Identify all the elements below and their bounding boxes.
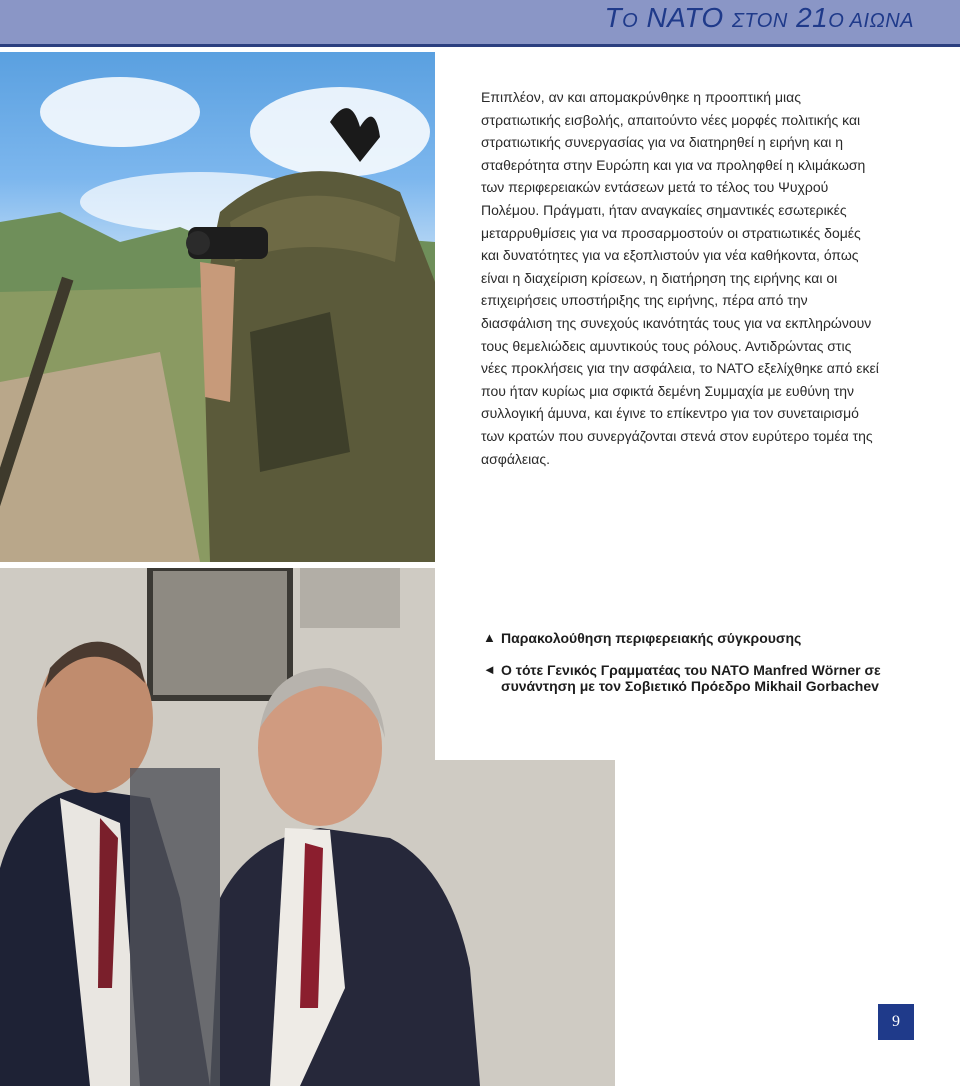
- page-number: 9: [878, 1004, 914, 1040]
- title-part-6: Ο ΑΙΩΝΑ: [828, 10, 914, 32]
- caption-left-arrow-icon: ◄: [483, 662, 496, 677]
- title-part-4: ΣΤΟΝ: [731, 10, 788, 32]
- caption-soldier: [483, 630, 923, 646]
- caption-leaders-text: Ο τότε Γενικός Γραμματέας του NATO Manfred Wörner σε συνάντηση με τον Σοβιετικό Πρόεδρο Mikhail Gorbachev: [501, 662, 881, 694]
- page-title: [605, 0, 915, 44]
- soldier-photo-illustration: [0, 52, 435, 562]
- caption-leaders: [483, 662, 923, 694]
- captions: [483, 630, 923, 710]
- title-part-1: Τ: [604, 2, 623, 33]
- soldier-photo: [0, 52, 435, 562]
- body-paragraph: Επιπλέον, αν και απομακρύνθηκε η προοπτική μιας στρατιωτικής εισβολής, απαιτούντο νέες μορφές πολιτικής και στρατιωτικής συνεργασίας για να διατηρηθεί η ειρήνη και η σταθερότητα στην Ευρώπη και για να προληφθεί η κλιμάκωση των περιφερειακών εντάσεων μετά το τέλος του Ψυχρού Πολέμου. Πράγματι, ήταν αναγκαίες σημαντικές εσωτερικές μεταρρυθμίσεις για να προσαρμοστούν οι στρατιωτικές δομές και δυνατότητες για να εξοπλιστούν για νέα καθήκοντα, όπως είναι η διαχείριση κρίσεων, η διατήρηση της ειρήνης και οι επιχειρήσεις υποστήριξης της ειρήνης, πέρα από την διασφάλιση της συνεχούς ικανότητάς τους για να εκπληρώνουν τους θεμελιώδεις αμυντικούς τους ρόλους. Αντιδρώντας στις νέες προκλήσεις για την ασφάλεια, το NATO εξελίχθηκε από εκεί που ήταν κυρίως μια σφικτά δεμένη Συμμαχία με ευθύνη την συλλογική άμυνα, και έγινε το επίκεντρο για τον συνεταιρισμό των κρατών που συνεργάζονται στενά στον ευρύτερο τομέα της ασφάλειας.: [481, 89, 879, 467]
- header-bar: [0, 0, 960, 47]
- title-part-2: Ο: [622, 10, 639, 32]
- caption-up-arrow-icon: ▲: [483, 630, 496, 645]
- caption-soldier-text: Παρακολούθηση περιφερειακής σύγκρουσης: [501, 630, 802, 646]
- title-part-3: NATO: [638, 2, 732, 33]
- title-part-5: 21: [787, 2, 829, 33]
